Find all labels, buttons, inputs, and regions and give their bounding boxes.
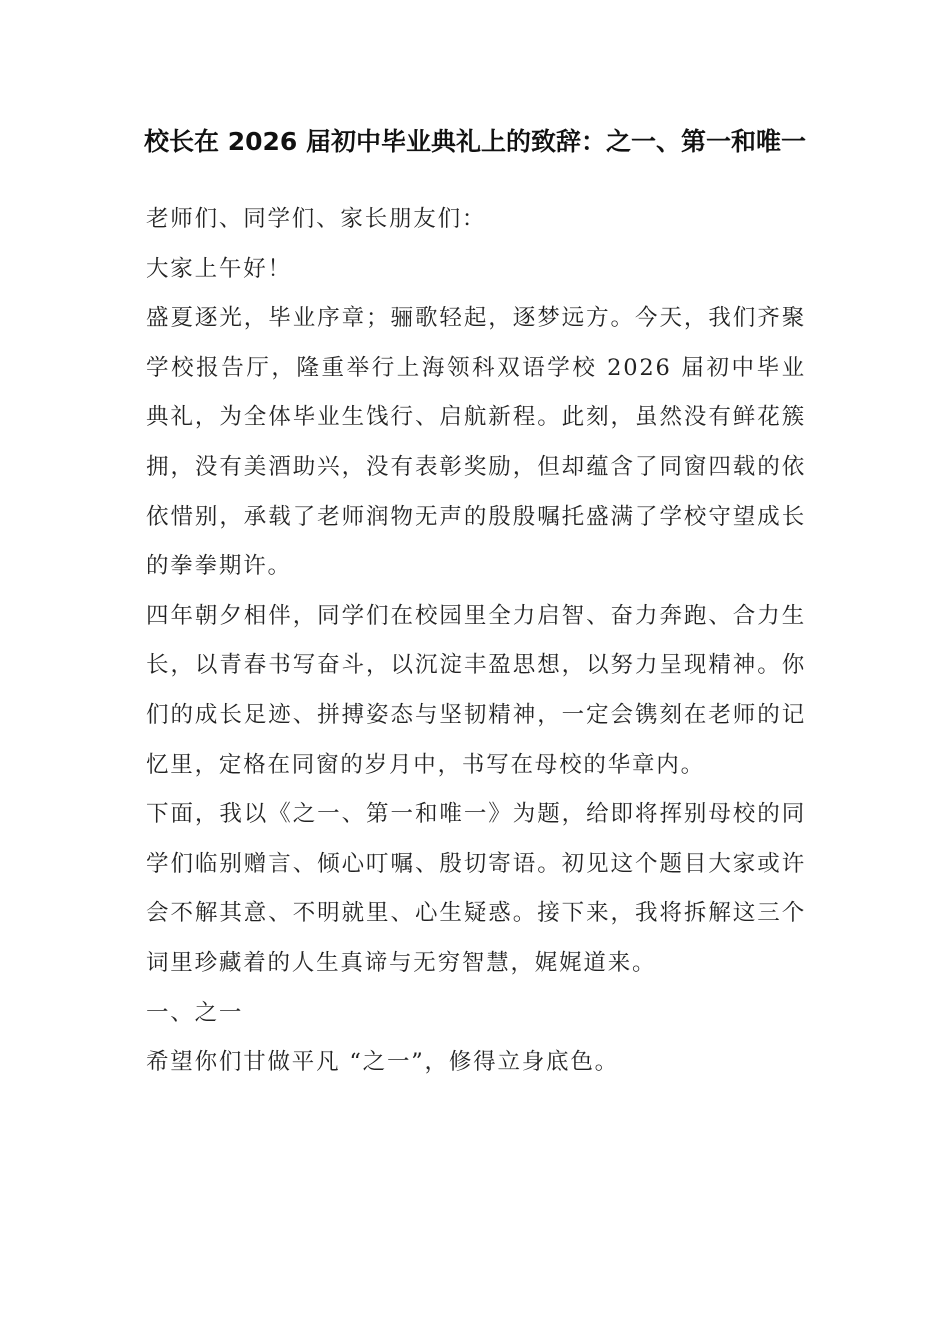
paragraph-opening: 盛夏逐光，毕业序章；骊歌轻起，逐梦远方。今天，我们齐聚学校报告厅，隆重举行上海领科双语学校 2026 届初中毕业典礼，为全体毕业生饯行、启航新程。此刻，虽然没有鲜花簇拥，没有美酒助兴，没有表彰奖励，但却蕴含了同窗四载的依依惜别，承载了老师润物无声的殷殷嘱托盛满了学校守望成长的拳拳期许。 <box>146 305 806 580</box>
salutation: 老师们、同学们、家长朋友们： <box>146 206 487 232</box>
paragraph-topic-intro: 下面，我以《之一、第一和唯一》为题，给即将挥别母校的同学们临别赠言、倾心叮嘱、殷切寄语。初见这个题目大家或许会不解其意、不明就里、心生疑惑。接下来，我将拆解这三个词里珍藏着的人生真谛与无穷智慧，娓娓道来。 <box>146 801 806 976</box>
paragraph-section-1: 希望你们甘做平凡 “之一”，修得立身底色。 <box>146 1049 619 1076</box>
greeting: 大家上午好！ <box>146 255 292 282</box>
document-body <box>146 195 806 1088</box>
paragraph-four-years: 四年朝夕相伴，同学们在校园里全力启智、奋力奔跑、合力生长，以青春书写奋斗，以沉淀丰盈思想，以努力呈现精神。你们的成长足迹、拼搏姿态与坚韧精神，一定会镌刻在老师的记忆里，定格在同窗的岁月中，书写在母校的华章内。 <box>146 602 806 778</box>
section-heading-1: 一、之一 <box>146 999 244 1026</box>
document-title: 校长在 2026 届初中毕业典礼上的致辞：之一、第一和唯一 <box>144 127 806 156</box>
